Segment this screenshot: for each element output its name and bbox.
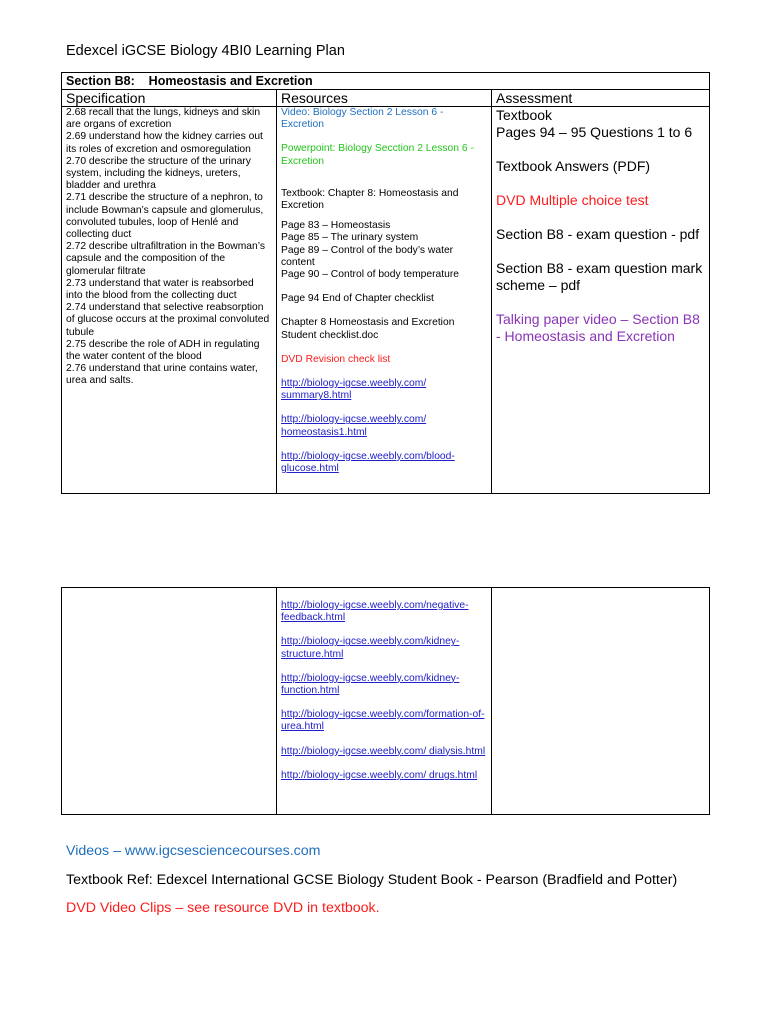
textbook-page: Page 89 – Control of the body’s water content xyxy=(281,244,454,268)
assessment-header: Assessment xyxy=(492,90,710,107)
spec-item: 2.68 recall that the lungs, kidneys and skin are organs of excretion xyxy=(66,107,261,131)
drugs-link[interactable]: http://biology-igcse.weebly.com/ drugs.html xyxy=(281,769,478,781)
summary-link[interactable]: http://biology-igcse.weebly.com/ summary8.html xyxy=(281,378,427,402)
continuation-resources-cell xyxy=(277,588,492,815)
student-checklist[interactable]: Chapter 8 Homeostasis and Excretion Student checklist.doc xyxy=(281,317,455,341)
exam-question[interactable]: Section B8 - exam question - pdf xyxy=(496,226,700,242)
spec-item: 2.76 understand that urine contains water, urea and salts. xyxy=(66,363,258,387)
section-name: Homeostasis and Excretion xyxy=(148,74,313,88)
end-of-chapter-checklist: Page 94 End of Chapter checklist xyxy=(281,293,434,305)
continuation-table xyxy=(61,587,710,815)
dialysis-link[interactable]: http://biology-igcse.weebly.com/ dialysis.html xyxy=(281,745,486,757)
resources-cell xyxy=(277,107,492,494)
section-heading xyxy=(62,73,710,90)
formation-of-urea-link[interactable]: http://biology-igcse.weebly.com/formation-of-urea.html xyxy=(281,709,485,733)
spec-item: 2.73 understand that water is reabsorbed into the blood from the collecting duct xyxy=(66,277,254,302)
specification-header: Specification xyxy=(62,90,277,107)
textbook-assessment-title: Textbook xyxy=(496,107,553,123)
textbook-page: Page 85 – The urinary system xyxy=(281,232,419,244)
homeostasis-link[interactable]: http://biology-igcse.weebly.com/ homeostasis1.html xyxy=(281,414,427,438)
resources-header: Resources xyxy=(277,90,492,107)
document-title: Edexcel iGCSE Biology 4BI0 Learning Plan xyxy=(66,43,345,59)
dvd-revision-checklist[interactable]: DVD Revision check list xyxy=(281,353,391,365)
empty-assessment-cell xyxy=(492,588,710,815)
kidney-structure-link[interactable]: http://biology-igcse.weebly.com/kidney-structure.html xyxy=(281,636,460,660)
blood-glucose-link[interactable]: http://biology-igcse.weebly.com/blood-glucose.html xyxy=(281,450,455,475)
empty-specification-cell xyxy=(62,588,277,815)
talking-paper-video[interactable]: Talking paper video – Section B8 - Homeostasis and Excretion xyxy=(496,311,700,344)
assessment-cell xyxy=(492,107,710,494)
spec-item: 2.74 understand that selective reabsorption of glucose occurs at the proximal convoluted tubule xyxy=(66,302,270,338)
spec-item: 2.75 describe the role of ADH in regulating the water content of the blood xyxy=(66,338,260,363)
spec-item: 2.72 describe ultrafiltration in the Bowman’s capsule and the composition of the glomerular filtrate xyxy=(66,241,265,277)
textbook-questions: Pages 94 – 95 Questions 1 to 6 xyxy=(496,124,693,140)
textbook-reference: Textbook Ref: Edexcel International GCSE Biology Student Book - Pearson (Bradfield and Potter) xyxy=(66,872,678,888)
videos-footnote: Videos – www.igcsesciencecourses.com xyxy=(66,843,321,859)
textbook-page: Page 83 – Homeostasis xyxy=(281,220,391,232)
spec-item: 2.70 describe the structure of the urinary system, including the kidneys, ureters, bladder and urethra xyxy=(66,155,251,192)
kidney-function-link[interactable]: http://biology-igcse.weebly.com/kidney-function.html xyxy=(281,672,460,697)
powerpoint-resource[interactable]: Powerpoint: Biology Secction 2 Lesson 6 - Excretion xyxy=(281,143,474,167)
textbook-answers[interactable]: Textbook Answers (PDF) xyxy=(496,158,651,174)
exam-mark-scheme[interactable]: Section B8 - exam question mark scheme – pdf xyxy=(496,260,703,293)
spec-item: 2.71 describe the structure of a nephron, to include Bowman’s capsule and glomerulus, convoluted tubules, loop of Henlé and collecting duct xyxy=(66,192,264,241)
learning-plan-table xyxy=(61,72,710,494)
dvd-clips-note: DVD Video Clips – see resource DVD in textbook. xyxy=(66,900,380,916)
textbook-page: Page 90 – Control of body temperature xyxy=(281,269,460,281)
negative-feedback-link[interactable]: http://biology-igcse.weebly.com/negative-feedback.html xyxy=(281,600,469,624)
specification-cell xyxy=(62,107,277,494)
section-code: Section B8: xyxy=(66,74,135,88)
dvd-multiple-choice-test[interactable]: DVD Multiple choice test xyxy=(496,192,649,208)
video-resource[interactable]: Video: Biology Section 2 Lesson 6 - Excretion xyxy=(281,107,444,131)
spec-item: 2.69 understand how the kidney carries out its roles of excretion and osmoregulation xyxy=(66,131,263,155)
textbook-chapter: Textbook: Chapter 8: Homeostasis and Excretion xyxy=(281,187,459,212)
